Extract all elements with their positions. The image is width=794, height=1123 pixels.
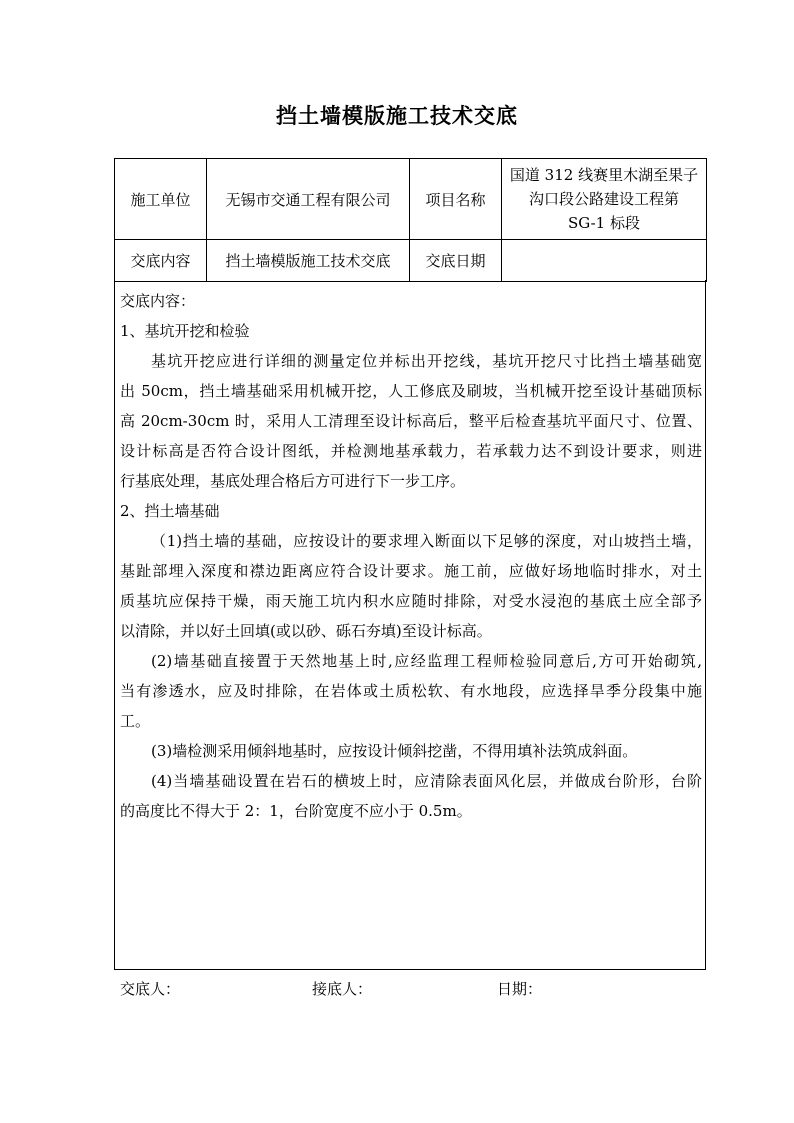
receiver-label: 接底人： [312, 980, 373, 998]
project-line: 国道 312 线赛里木湖至果子 [509, 166, 699, 184]
info-table [114, 158, 707, 282]
paragraph-line: 行基底处理，基底处理合格后方可进行下一步工序。 [120, 472, 466, 490]
date-label: 交底日期 [410, 240, 502, 282]
content-heading: 交底内容： [120, 292, 196, 310]
signature-footer [0, 974, 794, 1004]
project-line: 沟口段公路建设工程第 [528, 190, 679, 208]
project-label: 项目名称 [410, 159, 502, 240]
date-value [502, 240, 707, 282]
handover-label: 交底人： [120, 980, 181, 998]
content-body [120, 286, 702, 826]
paragraph-line: (2)墙基础直接置于天然地基上时,应经监理工程师检验同意后,方可开始砌筑, [151, 652, 702, 670]
section-heading: 2、挡土墙基础 [120, 502, 220, 520]
paragraph-line: 以清除，并以好土回填(或以砂、砾石夯填)至设计标高。 [120, 622, 492, 640]
paragraph-line: 质基坑应保持干燥，雨天施工坑内积水应随时排除，对受水浸泡的基底土应全部予 [120, 592, 702, 610]
paragraph-line: (3)墙检测采用倾斜地基时，应按设计倾斜挖凿，不得用填补法筑成斜面。 [151, 742, 638, 760]
paragraph-line: 的高度比不得大于 2：1，台阶宽度不应小于 0.5m。 [120, 802, 472, 820]
table-row [115, 240, 707, 282]
project-line: SG-1 标段 [568, 214, 640, 232]
content-label: 交底内容 [115, 240, 207, 282]
paragraph-line: 出 50cm，挡土墙基础采用机械开挖，人工修底及刷坡，当机械开挖至设计基础顶标 [120, 382, 702, 400]
paragraph-line: 设计标高是否符合设计图纸，并检测地基承载力，若承载力达不到设计要求，则进 [120, 442, 702, 460]
paragraph-line: 高 20cm-30cm 时，采用人工清理至设计标高后，整平后检查基坑平面尺寸、位置、 [120, 412, 702, 430]
table-row [115, 159, 707, 240]
paragraph-line: 当有渗透水，应及时排除，在岩体或土质松软、有水地段，应选择旱季分段集中施 [120, 682, 702, 700]
paragraph-line: 基坑开挖应进行详细的测量定位并标出开挖线，基坑开挖尺寸比挡土墙基础宽 [151, 352, 702, 370]
page-title: 挡土墙模版施工技术交底 [276, 103, 518, 128]
footer-date-label: 日期： [497, 980, 543, 998]
unit-label: 施工单位 [115, 159, 207, 240]
content-value: 挡土墙模版施工技术交底 [207, 240, 410, 282]
paragraph-line: （1)挡土墙的基础，应按设计的要求埋入断面以下足够的深度，对山坡挡土墙， [151, 532, 702, 550]
paragraph-line: (4)当墙基础设置在岩石的横坡上时，应清除表面风化层，并做成台阶形，台阶 [151, 772, 702, 790]
section-heading: 1、基坑开挖和检验 [120, 322, 250, 340]
paragraph-line: 基趾部埋入深度和襟边距离应符合设计要求。施工前，应做好场地临时排水，对土 [120, 562, 702, 580]
paragraph-line: 工。 [120, 712, 151, 730]
project-value [502, 159, 707, 240]
unit-value: 无锡市交通工程有限公司 [207, 159, 410, 240]
